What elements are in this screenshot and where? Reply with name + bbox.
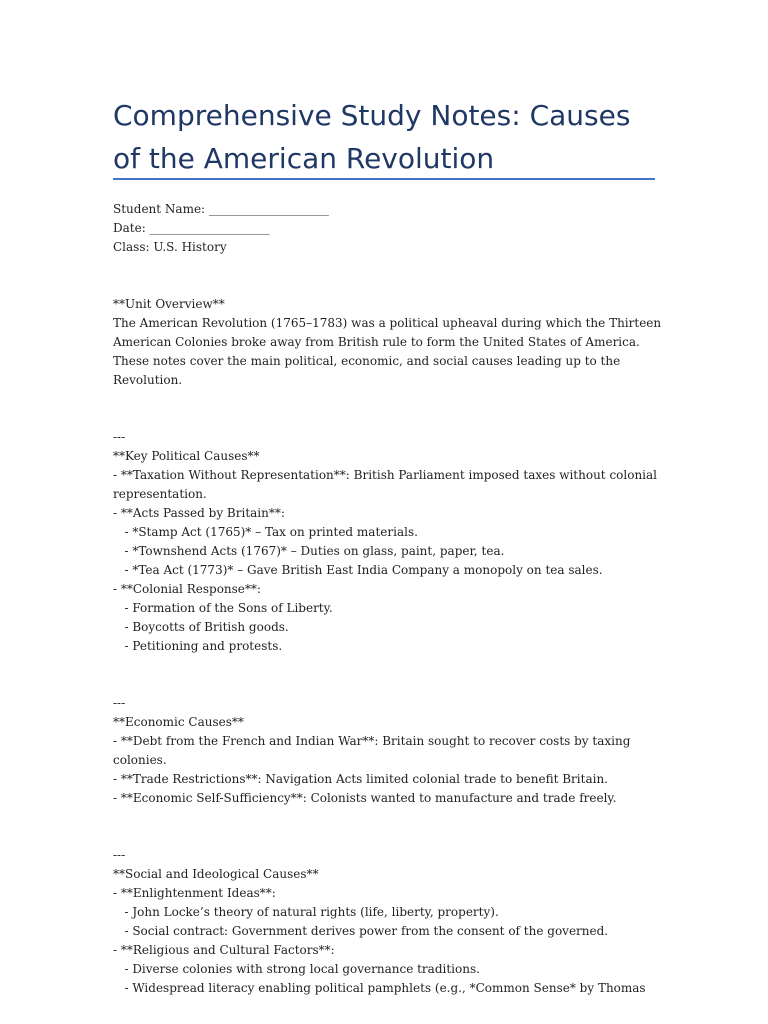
list-item: - **Colonial Response**: (113, 582, 261, 596)
list-item: - **Economic Self-Sufficiency**: Colonists wanted to manufacture and trade freely. (113, 791, 617, 805)
list-item: - **Debt from the French and Indian War**: Britain sought to recover costs by taxing colonies. (113, 734, 635, 767)
title-underline (113, 178, 655, 180)
political-heading: **Key Political Causes** (113, 449, 260, 463)
list-item: - Boycotts of British goods. (113, 620, 289, 634)
list-item: - Formation of the Sons of Liberty. (113, 601, 333, 615)
section-separator: --- (113, 848, 126, 862)
list-item: - *Tea Act (1773)* – Gave British East India Company a monopoly on tea sales. (113, 563, 603, 577)
list-item: - **Trade Restrictions**: Navigation Acts limited colonial trade to benefit Britain. (113, 772, 608, 786)
list-item: - **Taxation Without Representation**: British Parliament imposed taxes without colonial representation. (113, 468, 661, 501)
list-item: - Diverse colonies with strong local governance traditions. (113, 962, 480, 976)
list-item: - Petitioning and protests. (113, 639, 283, 653)
economic-heading: **Economic Causes** (113, 715, 244, 729)
social-heading: **Social and Ideological Causes** (113, 867, 319, 881)
list-item: - Widespread literacy enabling political pamphlets (e.g., *Common Sense* by Thomas (113, 981, 646, 995)
date-field: Date: ____________________ (113, 221, 270, 235)
document-body (113, 200, 673, 998)
section-separator: --- (113, 696, 126, 710)
document-title: Comprehensive Study Notes: Causes of the American Revolution (113, 99, 631, 175)
list-item: - *Townshend Acts (1767)* – Duties on glass, paint, paper, tea. (113, 544, 505, 558)
student-name-field: Student Name: ____________________ (113, 202, 329, 216)
list-item: - **Religious and Cultural Factors**: (113, 943, 335, 957)
class-field: Class: U.S. History (113, 240, 227, 254)
section-separator: --- (113, 430, 126, 444)
list-item: - *Stamp Act (1765)* – Tax on printed materials. (113, 525, 418, 539)
overview-heading: **Unit Overview** (113, 297, 225, 311)
list-item: - **Acts Passed by Britain**: (113, 506, 285, 520)
list-item: - John Locke’s theory of natural rights (life, liberty, property). (113, 905, 499, 919)
list-item: - **Enlightenment Ideas**: (113, 886, 276, 900)
list-item: - Social contract: Government derives power from the consent of the governed. (113, 924, 609, 938)
overview-paragraph: The American Revolution (1765–1783) was a political upheaval during which the Thirteen American Colonies broke away from British rule to form the United States of America. These notes cover the main political, economic, and social causes leading up to the Revolution. (113, 316, 665, 387)
